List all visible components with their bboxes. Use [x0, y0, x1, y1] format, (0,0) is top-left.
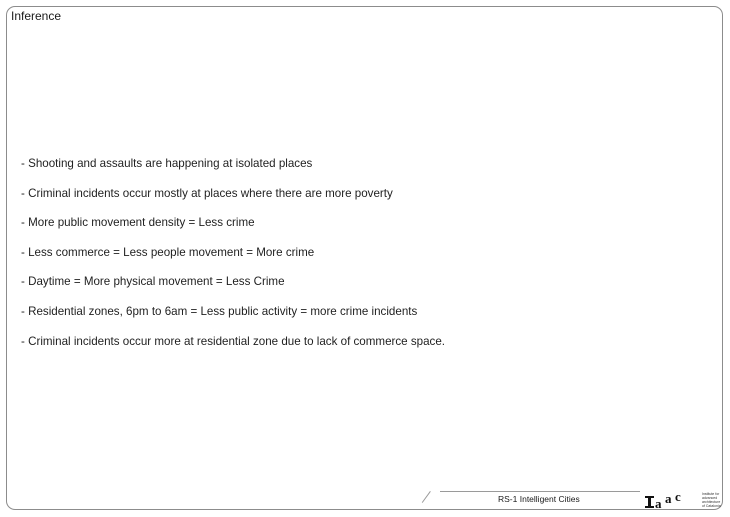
course-label: RS-1 Intelligent Cities [498, 494, 580, 504]
footer [430, 491, 724, 511]
logo-tagline: Institute for advanced architecture of Catalonia [702, 492, 721, 508]
inference-item: - More public movement density = Less crime [21, 216, 255, 230]
inference-list [21, 157, 445, 364]
inference-item: - Residential zones, 6pm to 6am = Less public activity = more crime incidents [21, 304, 418, 318]
inference-item: - Criminal incidents occur more at residential zone due to lack of commerce space. [21, 334, 445, 348]
page-title: Inference [11, 9, 62, 23]
inference-item: - Shooting and assaults are happening at isolated places [21, 157, 313, 170]
footer-divider [440, 491, 640, 492]
svg-text:a: a [655, 496, 662, 511]
svg-text:a: a [665, 492, 672, 506]
svg-text:c: c [675, 492, 681, 504]
inference-item: - Criminal incidents occur mostly at places where there are more poverty [21, 186, 393, 200]
inference-item: - Daytime = More physical movement = Less Crime [21, 275, 285, 289]
inference-item: - Less commerce = Less people movement = More crime [21, 245, 315, 259]
iaac-logo [644, 492, 702, 511]
